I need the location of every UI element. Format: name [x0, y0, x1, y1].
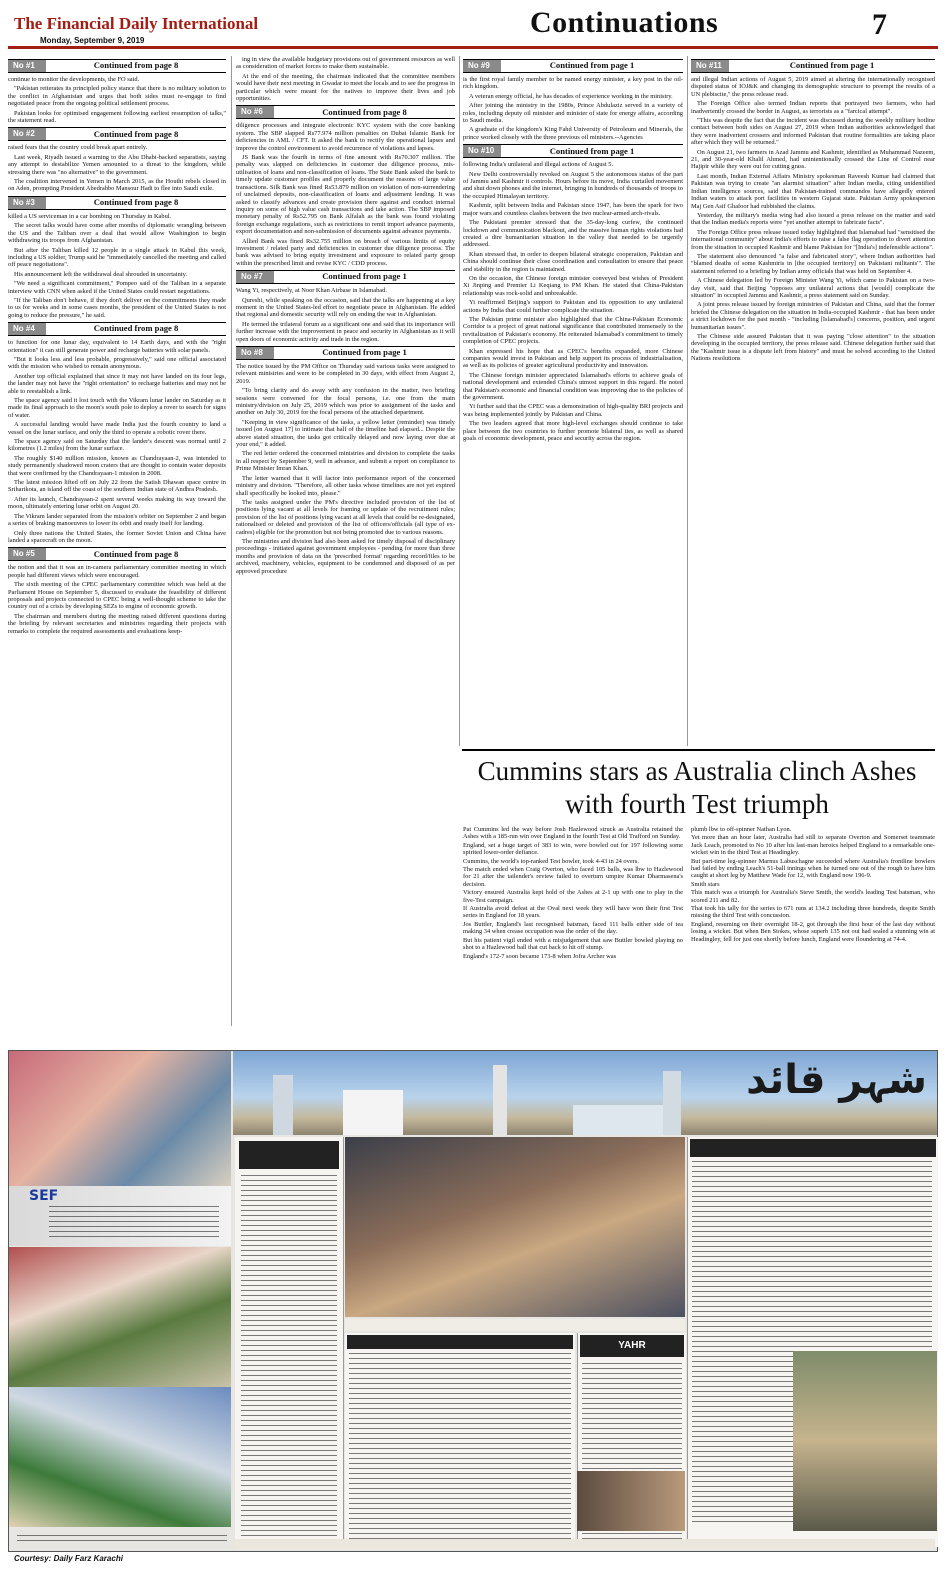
article-paragraph: Kashmir, split between India and Pakistan since 1947, has been the spark for two major wars and countless clashes between the two nuclear-armed arch-rivals. [463, 202, 683, 217]
article-paragraph: "But it looks less and less probable, progressively," said one official associated with the mission who wished to remain anonymous. [8, 355, 226, 371]
sports-headline: Cummins stars as Australia clinch Ashes with fourth Test triumph [477, 756, 917, 819]
article-paragraph: The Chinese foreign minister appreciated Islamabad's efforts to achieve goals of national development and extended China's utmost support in this regard. He noted that Pakistan's economic and financial condition was improving due to the policies of the government. [463, 371, 683, 402]
article-paragraph: Victory ensured Australia kept hold of the Ashes at 2-1 up with one to play in the five-Test campaign. [463, 889, 683, 904]
continuation-title: Continued from page 8 [93, 60, 179, 71]
article-paragraph: A successful landing would have made India just the fourth country to land a vessel on the lunar surface, and only the third to operate a robotic rover there. [8, 421, 226, 436]
article-paragraph: Wang Yi, respectively, at Noor Khan Airbase in Islamabad. [236, 287, 387, 295]
article-paragraph: Qureshi, while speaking on the occasion, said that the talks are happening at a key moment in the United States-led effort to negotiate peace in Afghanistan. He added that regional and domestic security will rely on ending the war in Afghanistan. [236, 296, 455, 319]
article-paragraph: Khan stressed that, in order to deepen bilateral strategic cooperation, Pakistan and China should continue their close coordination and consultation to ensure that peace and stability in the region is maintained. [463, 250, 683, 273]
article-paragraph: The notice issued by the PM Office on Thursday said various tasks were assigned to relevant ministries and were to be completed in 30 days, with effect from August 2, 2019. [236, 363, 455, 385]
article-paragraph: Khan expressed his hope that as CPEC's benefits expanded, more Chinese companies would invest in Pakistan and help support its process of industrialisation, as well as its policies of greater agricultural productivity and innovation. [463, 347, 683, 370]
article-paragraph: raised fears that the country could break apart entirely. [8, 144, 148, 152]
sports-article-right [691, 826, 935, 1046]
article-paragraph: JS Bank was the fourth in terms of fine amount with Rs70.307 million. The penalty was slapped on deficiencies in customer due diligence process, mis-utilisation of loans and non-classification of loans. The State Bank asked the bank to timely update customer profiles and properly document the reasons of large value transactions. Silk Bank was fined Rs53.879 million on violation of non-surrendering of unclaimed deposits, non-classification of loans and adjustment lending. It was asked to classify advances and create provision there against and conduct internal inquiry on some of high value cash transactions and take action. The SBP imposed monetary penalty of Rs52.795 on Bank Alfalah as the bank was found violating foreign exchange regulations, such as restrictions to remit import advance payments, export documentation and non-submission of documents against advance payments. [236, 154, 455, 236]
continuation-header [8, 196, 226, 210]
continuation-title: Continued from page 1 [322, 271, 407, 282]
article-paragraph: The latest mission lifted off on July 22 from the Satish Dhawan space centre in Sriharikota, an island off the coast of the southern Indian state of Andhra Pradesh. [8, 479, 226, 494]
article-paragraph: The match ended when Craig Overton, who faced 105 balls, was lbw to Hazlewood for 21 after the tailender's review failed to overturn umpire Kumar Dharmasena's decision. [463, 866, 683, 888]
article-paragraph: Smith stars [691, 880, 720, 888]
article-paragraph: Another top official explained that since it may not have landed on its four legs, the lander may not have the "right orientation" to recharge batteries and may not be able to reestablish a link. [8, 372, 226, 395]
article-paragraph: A veteran energy official, he has decades of experience working in the ministry. [469, 92, 673, 100]
article-paragraph: Only three nations the United States, the former Soviet Union and China have landed a spacecraft on the moon. [8, 529, 226, 544]
article-paragraph: The two leaders agreed that more high-level exchanges should continue to take place between the two countries to further promote bilateral ties, as well as shared goals of economic development, peace and security across the region. [463, 420, 683, 443]
tower-silhouettes [273, 1075, 293, 1135]
article-paragraph: After its launch, Chandrayaan-2 spent several weeks making its way toward the moon, ultimately entering lunar orbit on August 20. [8, 495, 226, 511]
urdu-bottom-caption [235, 1539, 935, 1549]
article-paragraph: The Foreign Office press release issued today highlighted that Islamabad had "sensitised the international community" about India's efforts to raise a false flag operation to divert attention from the situation in occupied Kashmir and blame Pakistan for "[India's] indefensible actions". [691, 228, 935, 251]
urdu-supplement [8, 1050, 938, 1552]
article-paragraph: The coalition intervened in Yemen in March 2015, as the Houthi rebels closed in on Aden, prompting President Abedrabbo Mansour Hadi to flee into Saudi exile. [8, 178, 226, 193]
article-paragraph: The space agency said it lost touch with the Vikram lunar lander on Saturday as it made its final approach to the moon's south pole to deploy a rover to search for signs of water. [8, 397, 226, 419]
article-paragraph: England's 172-7 soon became 173-8 when Jofra Archer was [463, 952, 617, 960]
continuation-number: No #10 [463, 145, 501, 157]
article-paragraph: The sixth meeting of the CPEC parliamentary committee which was held at the Parliament House on September 5, discussed to evaluate the feasibility of different proposals and projects connected to CPEC being a well-thought scheme to take the country out of a crisis by developing SEZs to engine of economic growth. [8, 581, 226, 611]
article-paragraph: His announcement left the withdrawal deal shrouded in uncertainty. [14, 270, 187, 278]
continuation-header [236, 270, 455, 284]
continuation-number: No #4 [8, 323, 46, 335]
continuation-header [8, 547, 226, 561]
continuation-header [8, 127, 226, 141]
continuation-number: No #5 [8, 548, 46, 560]
article-paragraph: A Chinese delegation led by Foreign Minister Wang Yi, which came to Pakistan on a two-day visit, said that Beijing "opposes any unilateral actions that [would] complicate the situation" in occupied Jammu and Kashmir, a press statement said on Sunday. [691, 277, 935, 299]
column-2 [236, 56, 455, 1026]
article-paragraph: "This was despite the fact that the incident was discussed during the weekly military hotline contact between both sides on August 27, 2019 when Indian authorities acknowledged that they were inadvertent crossers and informed Pakistan that routine formalities are taking place after which they will be returned." [691, 117, 935, 147]
article-paragraph: But his patient vigil ended with a misjudgement that saw Buttler bowled playing no shot to a Hazlewood ball that cut back to hit off stump. [463, 936, 683, 952]
article-paragraph: is the first royal family member to be named energy minister, a key post in the oil-rich kingdom. [463, 76, 683, 91]
column-1 [8, 56, 226, 1026]
article-paragraph: Last week, Riyadh issued a warning to the Abu Dhabi-backed separatists, saying any attempt to destabilize Yemen amounted to a threat to the kingdom, while stressing there was "no alternative" to the government. [8, 153, 226, 176]
article-paragraph: Allied Bank was fined Rs32.755 million on breach of various limits of equity investment / related party and deficiencies in customer due diligence process. The bank was advised to bring equity investment and exposure to related party group within the prescribed limit and revise KYC / CDD process. [236, 237, 455, 267]
yahr-label: YAHR [580, 1335, 684, 1357]
article-paragraph: This match was a triumph for Australia's Steve Smith, the world's leading Test batsman, who scored 211 and 82. [691, 889, 935, 904]
headline-rule [462, 749, 935, 751]
issue-date: Monday, September 9, 2019 [40, 36, 145, 45]
article-paragraph: "Keeping in view significance of the tasks, a yellow letter (reminder) was timely issued [on August 17] to intimate that half of the timeline had elapsed... Despite the above stated situation, the tasks got critically delayed and now laying over due at your end," it added. [236, 418, 455, 449]
article-paragraph: The space agency said on Saturday that the lander's descent was normal until 2 kilometres (1.2 miles) from the lunar surface. [8, 438, 226, 453]
page-number: 7 [872, 8, 887, 41]
continuation-number: No #8 [236, 347, 274, 359]
article-paragraph: "Pakistan reiterates its principled policy stance that there is no military solution to the conflict in Afghanistan and urges that both sides must re-engage to find negotiated peace from the ongoing political settlement process. [8, 85, 226, 108]
continuation-title: Continued from page 8 [93, 323, 179, 334]
continuation-number: No #7 [236, 271, 274, 283]
continuation-title: Continued from page 1 [322, 347, 407, 358]
article-paragraph: But after the Taliban killed 12 people in a single attack in Kabul this week, including a US soldier, Trump said he "immediately cancelled the meeting and called off peace negotiations". [8, 246, 226, 269]
article-paragraph: Yi reaffirmed Beijing's support to Pakistan and its opposition to any unilateral actions by India that could further complicate the situation. [463, 299, 683, 314]
article-paragraph: "To bring clarity and do away with any confusion in the matter, two briefing sessions were convened for the focal persons, i.e. one from the main ministry/division on July 25, 2019 which was prior to assignment of the tasks and another on July 30, 2019 for the focal persons of the attached department. [236, 387, 455, 417]
article-paragraph: continue to monitor the developments, the FO said. [8, 76, 140, 83]
continuation-header [463, 144, 683, 158]
article-paragraph: Pat Cummins led the way before Josh Hazlewood struck as Australia retained the Ashes with a 185-run win over England in the fourth Test at Old Trafford on Sunday. [463, 826, 683, 841]
article-paragraph: The Chinese side assured Pakistan that it was paying "close attention" to the situation developing in the occupied territory, the press release said. Chinese delegation further said that the "Kashmir issue is a dispute left from history" and must be solved according to the United Nations resolutions [691, 333, 935, 363]
urdu-column-b [345, 1333, 575, 1547]
photo-students [9, 1247, 231, 1387]
continuation-header [8, 59, 226, 73]
urdu-caption-bar [345, 1319, 685, 1331]
urdu-column-a [235, 1137, 344, 1547]
continuation-title: Continued from page 8 [93, 197, 179, 208]
continuation-number: No #11 [691, 60, 729, 72]
article-paragraph: ing in view the available budgetary provisions out of government resources as well as consideration of market forces to make them sustainable. [236, 56, 455, 71]
article-paragraph: England, set a huge target of 383 to win, were bowled out for 197 following some spirited lower-order defiance. [463, 841, 683, 857]
photo-sef-banner [9, 1186, 231, 1246]
continuation-title: Continued from page 1 [789, 60, 875, 71]
article-paragraph: killed a US serviceman in a car bombing on Thursday in Kabul. [8, 212, 172, 220]
article-paragraph: The red letter ordered the concerned ministries and division to complete the tasks in all respect by September 9, well in advance, and submit a report on compliance to Prime Minister Imran Khan. [236, 450, 455, 473]
article-paragraph: A graduate of the kingdom's King Fahd University of Petroleum and Minerals, the prince worked closely with the three previous oil ministers.--Agencies [463, 126, 683, 141]
article-paragraph: He termed the trilateral forum as a significant one and said that its importance will further increase with the improvement in peace and security in Afghanistan as it will open doors of economic activity and trade in the region. [236, 320, 455, 343]
article-paragraph: The Foreign Office also termed Indian reports that portrayed two farmers, who had inadvertently crossed the border in August, as terrorists as a "farcical attempt". [691, 100, 935, 115]
article-paragraph: The tasks assigned under the PM's directive included provision of the list of positions lying vacant at all levels for framing or update of the recruitment rules; provision of the list of positions lying vacant at all levels that could be re-designated, rationalised or deleted and provision of the list of officers/officials (all type of ex-cadres) eligible for the promotion but not being promoted due to various reasons. [236, 498, 455, 536]
continuation-header [463, 59, 683, 73]
article-paragraph: plumb lbw to off-spinner Nathan Lyon. [691, 826, 792, 833]
article-paragraph: Cummins, the world's top-ranked Test bowler, took 4-43 in 24 overs. [463, 857, 639, 865]
photo-rally [9, 1051, 231, 1186]
continuation-number: No #1 [8, 60, 46, 72]
article-paragraph: Last month, Indian External Affairs Ministry spokesman Raveesh Kumar had claimed that Pakistan was trying to create "an alarmist situation" after Indian media, citing unidentified Indian intelligence sources, said that Pakistan-trained commandos have allegedly entered Indian waters to attack port facilities in western Gujarat state. Pakistan Army spokesperson Maj Gen Asif Ghafoor had rubbished the claims. [691, 172, 935, 210]
continuation-number: No #3 [8, 197, 46, 209]
continuation-title: Continued from page 8 [93, 548, 179, 559]
article-paragraph: A joint press release issued by foreign ministries of Pakistan and China, said that the former briefed the Chinese delegation on the situation in India-occupied Kashmir - that has been under a strict lockdown for the past month - "including [Islamabad's] concerns, position, and urgent humanitarian issues". [691, 301, 935, 331]
article-paragraph: Pakistan looks for optimised engagement following earliest resumption of talks," the statement read. [8, 109, 226, 125]
sef-banner-label: SEF [29, 1188, 59, 1204]
article-paragraph: "We need a significant commitment," Pompeo said of the Taliban in a separate interview with CNN when asked if the United States could restart negotiations. [8, 280, 226, 295]
continuation-number: No #2 [8, 128, 46, 140]
article-paragraph: the notion and that it was an in-camera parliamentary committee meeting in which people had different views which were encouraged. [8, 564, 226, 579]
article-paragraph: England, resuming on their overnight 18-2, got through the first hour of the last day without losing a wicket. But when Ben Stokes, whose superb 135 not out had sealed a stunning win at Headingley, fell for just one shortly before lunch, England were floundering at 74-4. [691, 920, 935, 943]
article-paragraph: The chairman and members during the meeting raised different questions during the briefing by relevant secretaries and ministries regarding their projects with remarks to complete the required assessments and evaluations keep- [8, 612, 226, 635]
article-paragraph: diligence processes and integrate electronic KYC system with the core banking system. The SBP slapped Rs77.974 million penalties on Dubai Islamic Bank for deficiencies in AML / CFT. It asked the bank to rectify the operational lapses and improve the control environment to avoid recurrence of violations and lapses. [236, 122, 455, 152]
continuation-title: Continued from page 8 [322, 106, 407, 117]
continuation-number: No #6 [236, 106, 274, 118]
newspaper-title: The Financial Daily International [14, 14, 259, 33]
article-paragraph: The Pakistan prime minister also highlighted that the China-Pakistan Economic Corridor is a project of great national significance that contributed immensely to the revitalization of Pakistan's economy. He reiterated Islamabad's commitment to timely completion of CPEC projects. [463, 315, 683, 346]
article-paragraph: "If the Taliban don't behave, if they don't deliver on the commitments they made to us for weeks and in some cases months, the president of the United States is not going to reduce the pressure," he said. [8, 296, 226, 319]
urdu-masthead: شہر قائد [746, 1057, 927, 1103]
continuation-header [236, 346, 455, 360]
article-paragraph: Jos Buttler, England's last recognised batsman, faced 111 balls either side of tea making 34 when crease occupation was the order of the day. [463, 920, 683, 936]
continuation-title: Continued from page 8 [93, 128, 179, 139]
article-paragraph: On August 21, two farmers in Azad Jammu and Kashmir, identified as Muhammad Nazeem, 21, and 30-year-old Khalil Ahmed, had unintentionally crossed the Line of Control near Hajipir while they were out for cutting grass. [691, 148, 935, 171]
photo-gathering [9, 1387, 231, 1527]
article-paragraph: to function for one lunar day, equivalent to 14 Earth days, and with the "right orientation" it can still generate power and recharge batteries with solar panels. [8, 339, 226, 354]
photo-cleric [577, 1471, 685, 1531]
article-paragraph: If Australia avoid defeat at the Oval next week they will have won their first Test series in England for 18 years. [463, 905, 683, 920]
article-paragraph: New Delhi controversially revoked on August 5 the autonomous status of the part of Jammu and Kashmir it controls. Hours before its move, India curtailed movement and shut down phones and the internet, bringing in hundreds of thousands of troops to the occupied Himalayan territory. [463, 170, 683, 200]
article-paragraph: Yi further said that the CPEC was a demonstration of high-quality BRI projects and was being implemented jointly by Pakistan and China. [463, 403, 683, 418]
continuation-header [691, 59, 935, 73]
article-paragraph: The letter warned that it will factor into performance report of the concerned ministry and division. "Therefore, all other tasks whose timelines are not yet expired shall specifically be looked into, please." [236, 474, 455, 497]
article-paragraph: The secret talks would have come after months of diplomatic wrangling between the US and the Taliban over a deal that would allow Washington to begin withdrawing its troops from Afghanistan. [8, 222, 226, 245]
column-3 [463, 56, 683, 748]
article-paragraph: following India's unilateral and illegal actions of August 5. [463, 161, 614, 169]
continuation-header [236, 105, 455, 119]
article-paragraph: The roughly $140 million mission, known as Chandrayaan-2, was intended to study permanently shadowed moon craters that are thought to contain water deposits that were confirmed by the Chandrayaan-1 mission in 2008. [8, 454, 226, 477]
courtesy-credit: Courtesy: Daily Farz Karachi [14, 1554, 123, 1563]
sports-article-left [463, 826, 683, 1046]
article-paragraph: After joining the ministry in the 1980s, Prince Abdulaziz served in a variety of roles, including deputy oil minister and minister of state for energy affairs, according to Saudi media. [463, 102, 683, 125]
continuation-title: Continued from page 1 [549, 60, 635, 71]
article-paragraph: But part-time leg-spinner Marnus Labuschagne succeeded where Australia's frontline bowlers had failed by ending Leach's 51-ball innings when he turned one out of the rough to have him caught at short leg by Matthew Wade for 12, with England now 196-9. [691, 857, 935, 880]
article-paragraph: On the occasion, the Chinese foreign minister conveyed best wishes of President Xi Jinping and Premier Li Keqiang to PM Khan. He stated that China-Pakistan relationship was rock-solid and unbreakable. [463, 274, 683, 297]
column-4 [691, 56, 935, 748]
article-paragraph: At the end of the meeting, the chairman indicated that the committee members would have their next meeting in Gwadar to meet the locals and to see the progress in particular which were meant for the natives to improve their lives and job opportunities. [236, 72, 455, 103]
article-paragraph: The Pakistani premier stressed that the 35-day-long curfew, the continued lockdown and communication blackout, and the massive human rights violations had created a dire humanitarian situation in the valley that needed to be urgently addressed. [463, 219, 683, 249]
masthead-rule [8, 46, 938, 49]
skyline-banner [233, 1051, 937, 1135]
article-paragraph: The statement also denounced "a false and fabricated story", where Indian authorities had "blamed deaths of some Kashmiris in [the occupied territory] on 'Pakistani militants'". The statement referred to a briefing by Indian army officials that was held on September 4. [691, 252, 935, 275]
continuation-number: No #9 [463, 60, 501, 72]
section-title: Continuations [530, 6, 719, 39]
article-paragraph: The ministries and division had also been asked for timely disposal of disciplinary proceedings - initiated against government employees - pending for more than three months and provision of data on the 'prescribed format' regarding record/files to be archived, machinery, vehicles, equipment to be condemned and disposed of as per approved procedure [236, 537, 455, 575]
photo-mosque-gathering [793, 1351, 937, 1531]
article-paragraph: and illegal Indian actions of August 5, 2019 aimed at altering the internationally recognised disputed status of IOJ&K and changing its demographic structure to preempt the results of a UN plebiscite," the press release read. [691, 76, 935, 98]
article-paragraph: The Vikram lander separated from the mission's orbiter on September 2 and began a series of braking manoeuvres to lower its orbit and ready itself for landing. [8, 512, 226, 528]
article-paragraph: Yet more than an hour later, Australia had still to separate Overton and Somerset teammate Jack Leach, promoted to No 10 after his last-man heroics helped England to a remarkable one-wicket win in the third Test at Headingley. [691, 834, 935, 857]
article-paragraph: Yesterday, the military's media wing had also issued a press release on the matter and said that the Indian media's reports were "yet another attempt to fabricate facts". [691, 211, 935, 227]
article-paragraph: That took his tally for the series to 671 runs at 134.2 including three hundreds, despite Smith missing the third Test with concussion. [691, 905, 935, 920]
continuation-title: Continued from page 1 [549, 145, 635, 156]
continuation-header [8, 322, 226, 336]
photo-speaker [345, 1137, 685, 1317]
